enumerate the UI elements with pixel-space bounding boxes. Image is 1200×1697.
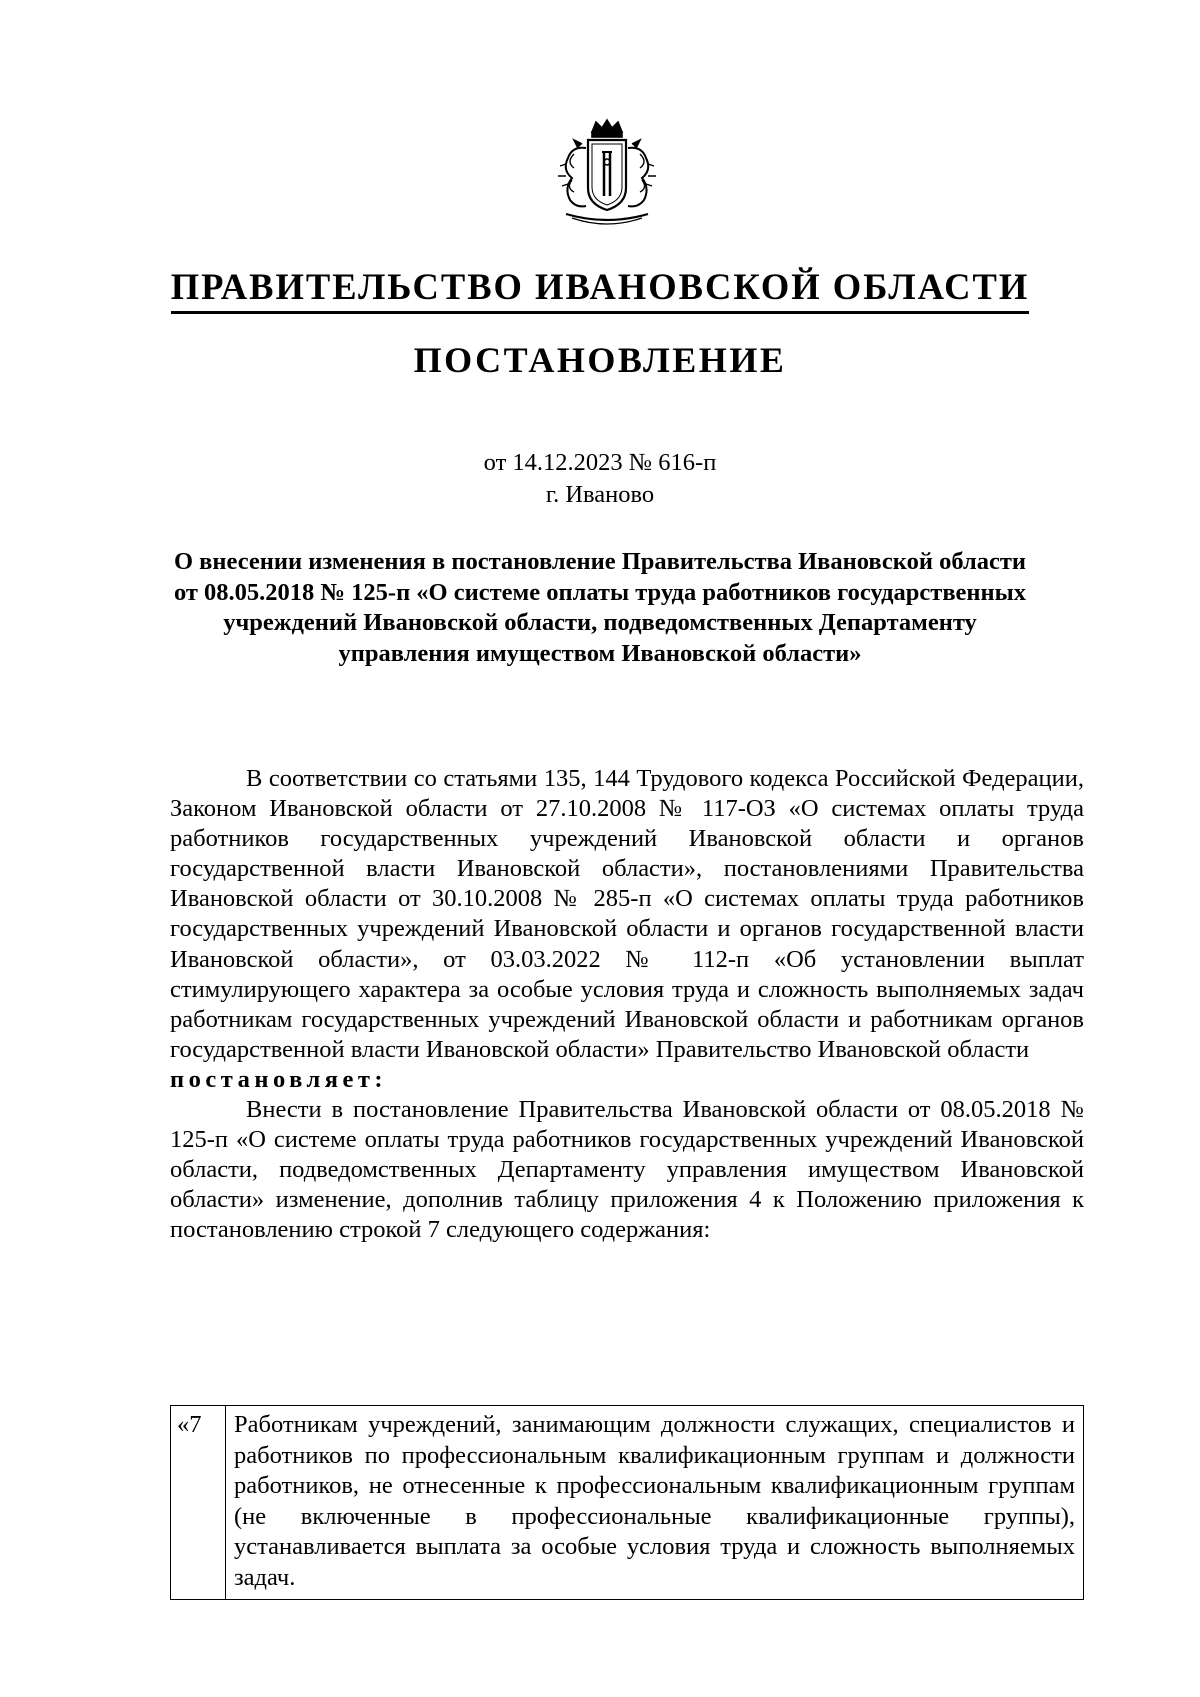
resolves-paragraph	[170, 1065, 1084, 1095]
government-name: ПРАВИТЕЛЬСТВО ИВАНОВСКОЙ ОБЛАСТИ	[150, 265, 1050, 309]
resolves-word: постановляет:	[170, 1065, 388, 1093]
row-number-cell: «7	[171, 1406, 226, 1600]
table-row	[171, 1406, 1084, 1600]
operative-text: Внести в постановление Правительства Ивановской области от 08.05.2018 № 125-п «О системе оплаты труда работников государственных учреждений Ивановской области, подведомственных Департаменту управления имуществом Ивановской области» изменение, дополнив таблицу приложения 4 к Положению приложения к постановлению строкой 7 следующего содержания:	[170, 1096, 1084, 1244]
preamble-paragraph	[170, 764, 1084, 1065]
document-city: г. Иваново	[545, 481, 655, 508]
document-date-number: от 14.12.2023 № 616-п	[483, 449, 717, 476]
document-subject: О внесении изменения в постановление Правительства Ивановской области от 08.05.2018 № 125-п «О системе оплаты труда работников государственных учреждений Ивановской области, подведомственных Департаменту управления имуществом Ивановской области»	[173, 548, 1027, 668]
row-text-cell: Работникам учреждений, занимающим должности служащих, специалистов и работников по профессиональным квалификационным группам и должности работников, не отнесенные к профессиональным квалификационным группам (не включенные в профессиональные квалификационные группы), устанавливается выплата за особые условия труда и сложность выполняемых задач.	[226, 1406, 1084, 1600]
preamble-block	[170, 764, 1084, 1246]
document-type: ПОСТАНОВЛЕНИЕ	[413, 340, 787, 380]
amendment-table	[170, 1405, 1084, 1600]
coat-of-arms-icon	[552, 118, 662, 230]
operative-paragraph	[170, 1095, 1084, 1245]
preamble-text: В соответствии со статьями 135, 144 Трудового кодекса Российской Федерации, Законом Ивановской области от 27.10.2008 № 117-ОЗ «О системах оплаты труда работников государственных учреждений Ивановской области и органов государственной власти Ивановской области», постановлениями Правительства Ивановской области от 30.10.2008 № 285-п «О системах оплаты труда работников государственных учреждений Ивановской области и органов государственной власти Ивановской области», от 03.03.2022 № 112-п «Об установлении выплат стимулирующего характера за особые условия труда и сложность выполняемых задач работникам государственных учреждений Ивановской области и работникам органов государственной власти Ивановской области» Правительство Ивановской области	[170, 765, 1084, 1063]
